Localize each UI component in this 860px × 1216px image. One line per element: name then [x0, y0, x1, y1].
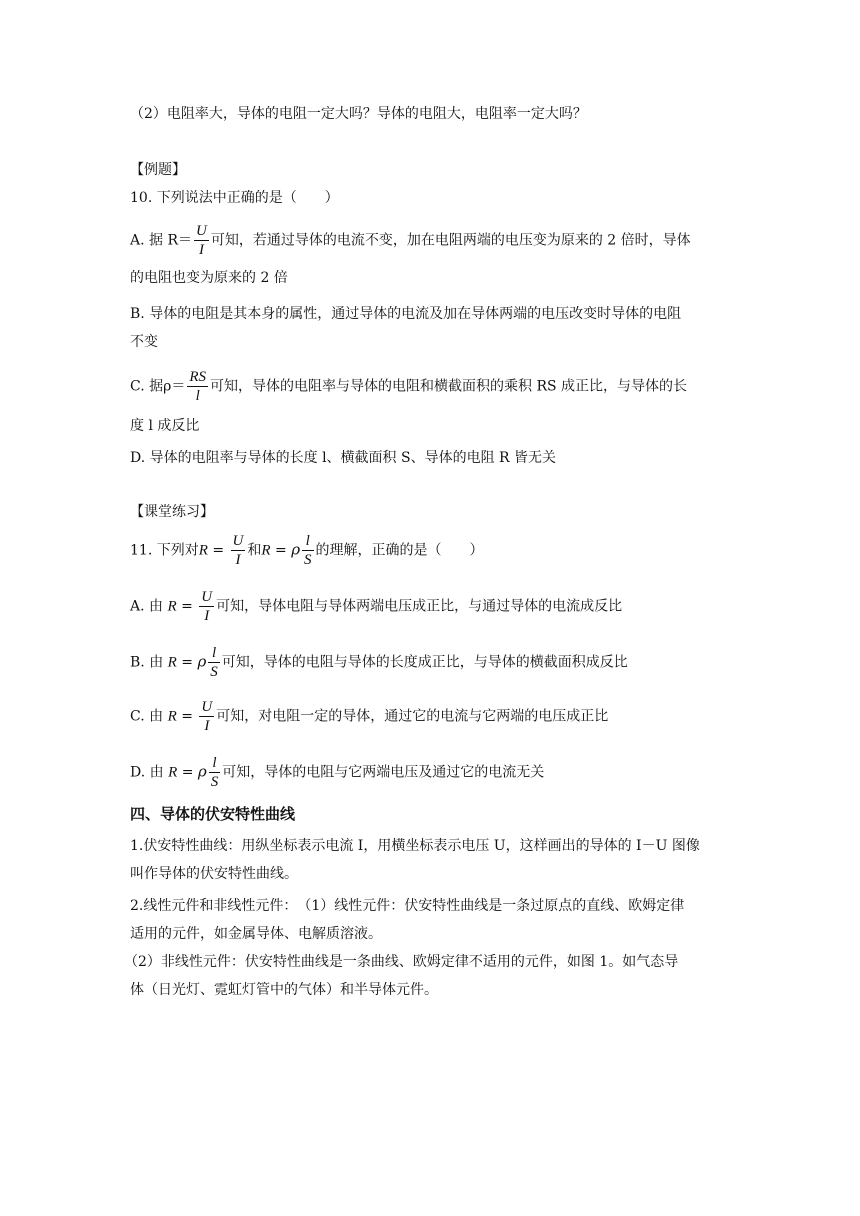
q11-option-d: D. 由 R = ρ $\frac{l}{S}$ 可知，导体的电阻与它两端电压及通过它的电流无关: [130, 755, 545, 790]
section-4-p3: （2）非线性元件：伏安特性曲线是一条曲线、欧姆定律不适用的元件，如图 1。如气态导: [124, 954, 679, 970]
section-4-p3-cont: 体（日光灯、霓虹灯管中的气体）和半导体元件。: [130, 982, 438, 998]
q10-option-d: D. 导体的电阻率与导体的长度 l、横截面积 S、导体的电阻 R 皆无关: [130, 450, 557, 466]
practice-header: 【课堂练习】: [130, 504, 214, 520]
q10-a-prefix: A. 据 R＝: [130, 232, 193, 249]
fraction-u-over-i: $\frac{U}{I}$: [232, 533, 244, 568]
fraction-l-over-s: $\frac{l}{S}$: [304, 533, 312, 568]
fraction-u-over-i: $\frac{U}{I}$: [201, 699, 213, 734]
section-4-p1: 1.伏安特性曲线：用纵坐标表示电流 I，用横坐标表示电压 U，这样画出的导体的 I－U 图像: [130, 838, 700, 854]
q11-option-b: B. 由 R = ρ $\frac{l}{S}$ 可知，导体的电阻与导体的长度成正比，与导体的横截面积成反比: [130, 645, 628, 680]
q10-option-b: B. 导体的电阻是其本身的属性，通过导体的电流及加在导体两端的电压改变时导体的电阻: [130, 306, 682, 322]
q11-stem: 11. 下列对R = $\frac{U}{I}$ 和R = ρ $\frac{l}{S}$ 的理解，正确的是（ ）: [130, 533, 484, 568]
fraction-l-over-s: $\frac{l}{S}$: [210, 645, 218, 680]
q10-option-a-cont: 的电阻也变为原来的 2 倍: [130, 270, 288, 286]
fraction-rs-over-l: $\frac{RS}{l}$: [189, 369, 207, 404]
q10-option-b-cont: 不变: [130, 334, 158, 350]
section-4-p1-cont: 叫作导体的伏安特性曲线。: [130, 866, 298, 882]
q10-c-prefix: C. 据ρ＝: [130, 378, 186, 395]
q11-option-a: A. 由 R = $\frac{U}{I}$ 可知，导体电阻与导体两端电压成正比，与通过导体的电流成反比: [130, 589, 623, 624]
q10-option-c-cont: 度 l 成反比: [130, 418, 200, 434]
section-4-title: 四、导体的伏安特性曲线: [130, 805, 296, 823]
example-header: 【例题】: [130, 162, 186, 178]
section-4-p2: 2.线性元件和非线性元件： （1）线性元件：伏安特性曲线是一条过原点的直线、欧姆定律: [130, 898, 685, 914]
q11-option-c: C. 由 R = $\frac{U}{I}$ 可知，对电阻一定的导体，通过它的电流与它两端的电压成正比: [130, 699, 609, 734]
question-2: （2）电阻率大，导体的电阻一定大吗？导体的电阻大，电阻率一定大吗？: [130, 106, 587, 122]
fraction-l-over-s: $\frac{l}{S}$: [210, 755, 219, 790]
section-4-p2-cont: 适用的元件，如金属导体、电解质溶液。: [130, 926, 382, 942]
q10-stem: 10. 下列说法中正确的是（ ）: [130, 190, 339, 206]
q10-option-c: [130, 368, 742, 405]
q10-a-rest: 可知，若通过导体的电流不变，加在电阻两端的电压变为原来的 2 倍时，导体: [210, 232, 691, 249]
fraction-u-over-i: $\frac{U}{I}$: [196, 223, 207, 258]
fraction-u-over-i: $\frac{U}{I}$: [201, 589, 213, 624]
q10-option-a: [130, 222, 742, 259]
q10-c-rest: 可知，导体的电阻率与导体的电阻和横截面积的乘积 RS 成正比，与导体的长: [210, 378, 688, 395]
